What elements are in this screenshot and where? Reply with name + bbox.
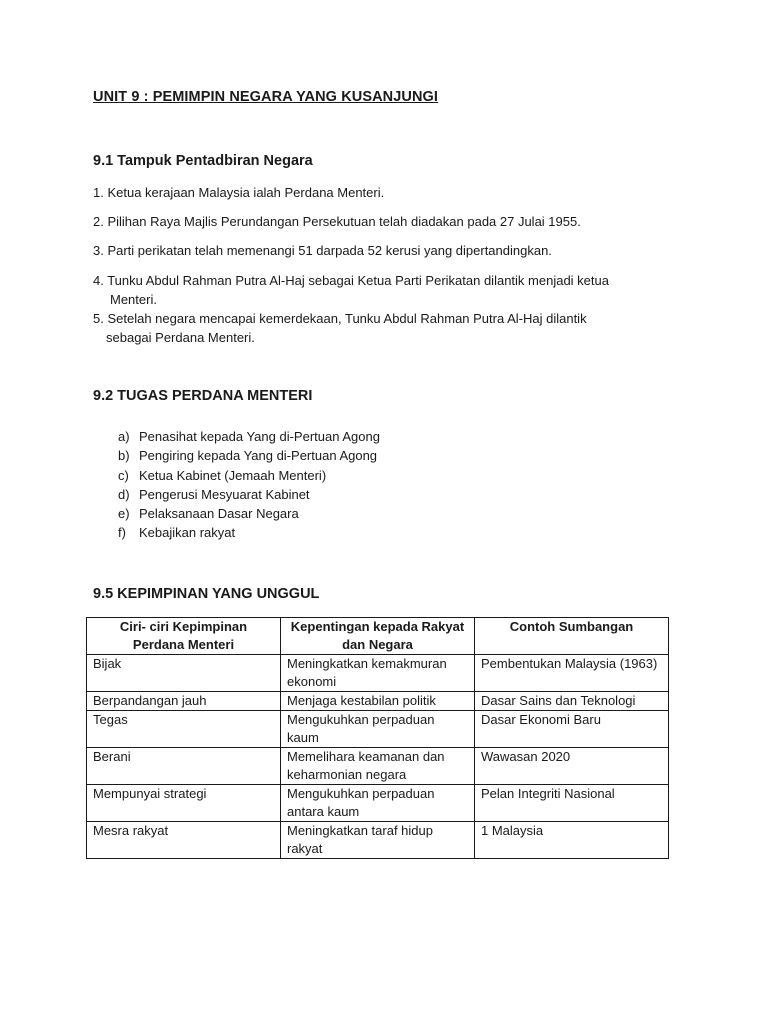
table-cell: Mengukuhkan perpaduan kaum bbox=[281, 711, 475, 748]
column-header: Ciri- ciri Kepimpinan Perdana Menteri bbox=[87, 618, 281, 655]
table-row bbox=[87, 655, 669, 692]
table-cell: Berani bbox=[87, 748, 281, 785]
point-4-line-2: Menteri. bbox=[110, 292, 157, 307]
point-4 bbox=[93, 271, 609, 309]
list-marker: c) bbox=[118, 467, 129, 483]
table-cell: Menjaga kestabilan politik bbox=[281, 692, 475, 711]
point-5-line-1: 5. Setelah negara mencapai kemerdekaan, Tunku Abdul Rahman Putra Al-Haj dilantik bbox=[93, 311, 587, 326]
table-cell: Mempunyai strategi bbox=[87, 785, 281, 822]
point-3-text: 3. Parti perikatan telah memenangi 51 darpada 52 kerusi yang dipertandingkan. bbox=[93, 243, 552, 258]
list-marker: a) bbox=[118, 429, 130, 444]
point-1 bbox=[93, 183, 384, 202]
list-item-text: Pengiring kepada Yang di-Pertuan Agong bbox=[139, 448, 378, 464]
table-cell: Tegas bbox=[87, 711, 281, 748]
point-4-line-1: 4. Tunku Abdul Rahman Putra Al-Haj sebagai Ketua Parti Perikatan dilantik menjadi ketua bbox=[93, 273, 609, 288]
point-3 bbox=[93, 241, 552, 260]
list-item-text: Kebajikan rakyat bbox=[139, 525, 236, 541]
list-item bbox=[118, 485, 380, 504]
table-row bbox=[87, 711, 669, 748]
table-row bbox=[87, 822, 669, 859]
list-item bbox=[118, 504, 380, 523]
section-heading-9-1: 9.1 Tampuk Pentadbiran Negara bbox=[93, 153, 313, 169]
table-row bbox=[87, 785, 669, 822]
table-cell: 1 Malaysia bbox=[475, 822, 669, 859]
list-marker: d) bbox=[118, 486, 130, 502]
section-heading-9-2: 9.2 TUGAS PERDANA MENTERI bbox=[93, 388, 313, 404]
point-2-text: 2. Pilihan Raya Majlis Perundangan Persekutuan telah diadakan pada 27 Julai 1955. bbox=[93, 214, 581, 229]
list-item-text: Penasihat kepada Yang di-Pertuan Agong bbox=[139, 429, 380, 444]
table-cell: Dasar Ekonomi Baru bbox=[475, 711, 669, 748]
table-cell: Meningkatkan taraf hidup rakyat bbox=[281, 822, 475, 859]
section-heading-9-5: 9.5 KEPIMPINAN YANG UNGGUL bbox=[93, 586, 320, 602]
point-1-text: 1. Ketua kerajaan Malaysia ialah Perdana Menteri. bbox=[93, 185, 385, 200]
list-item bbox=[118, 466, 380, 485]
table-cell: Mengukuhkan perpaduan antara kaum bbox=[281, 785, 475, 822]
list-marker: f) bbox=[118, 525, 126, 541]
list-item bbox=[118, 427, 380, 446]
point-2 bbox=[93, 212, 581, 231]
table-cell: Pembentukan Malaysia (1963) bbox=[475, 655, 669, 692]
table-cell: Mesra rakyat bbox=[87, 822, 281, 859]
table-cell: Bijak bbox=[87, 655, 281, 692]
table-row bbox=[87, 692, 669, 711]
leadership-table bbox=[86, 617, 669, 859]
table-cell: Meningkatkan kemakmuran ekonomi bbox=[281, 655, 475, 692]
table-header-row bbox=[87, 618, 669, 655]
list-item-text: Pengerusi Mesyuarat Kabinet bbox=[139, 486, 310, 502]
list-item-text: Pelaksanaan Dasar Negara bbox=[139, 506, 299, 522]
table-cell: Wawasan 2020 bbox=[475, 748, 669, 785]
list-marker: e) bbox=[118, 506, 130, 522]
table-cell: Berpandangan jauh bbox=[87, 692, 281, 711]
list-item-text: Ketua Kabinet (Jemaah Menteri) bbox=[139, 467, 327, 483]
table-cell: Memelihara keamanan dan keharmonian negara bbox=[281, 748, 475, 785]
table-cell: Dasar Sains dan Teknologi bbox=[475, 692, 669, 711]
unit-title: UNIT 9 : PEMIMPIN NEGARA YANG KUSANJUNGI bbox=[93, 89, 439, 105]
list-item bbox=[118, 446, 380, 465]
list-item bbox=[118, 523, 380, 542]
point-5 bbox=[93, 309, 587, 347]
point-5-line-2: sebagai Perdana Menteri. bbox=[106, 330, 255, 345]
list-marker: b) bbox=[118, 448, 130, 464]
column-header: Kepentingan kepada Rakyat dan Negara bbox=[281, 618, 475, 655]
table-row bbox=[87, 748, 669, 785]
column-header: Contoh Sumbangan bbox=[475, 618, 669, 655]
table-cell: Pelan Integriti Nasional bbox=[475, 785, 669, 822]
duties-list bbox=[118, 427, 380, 543]
